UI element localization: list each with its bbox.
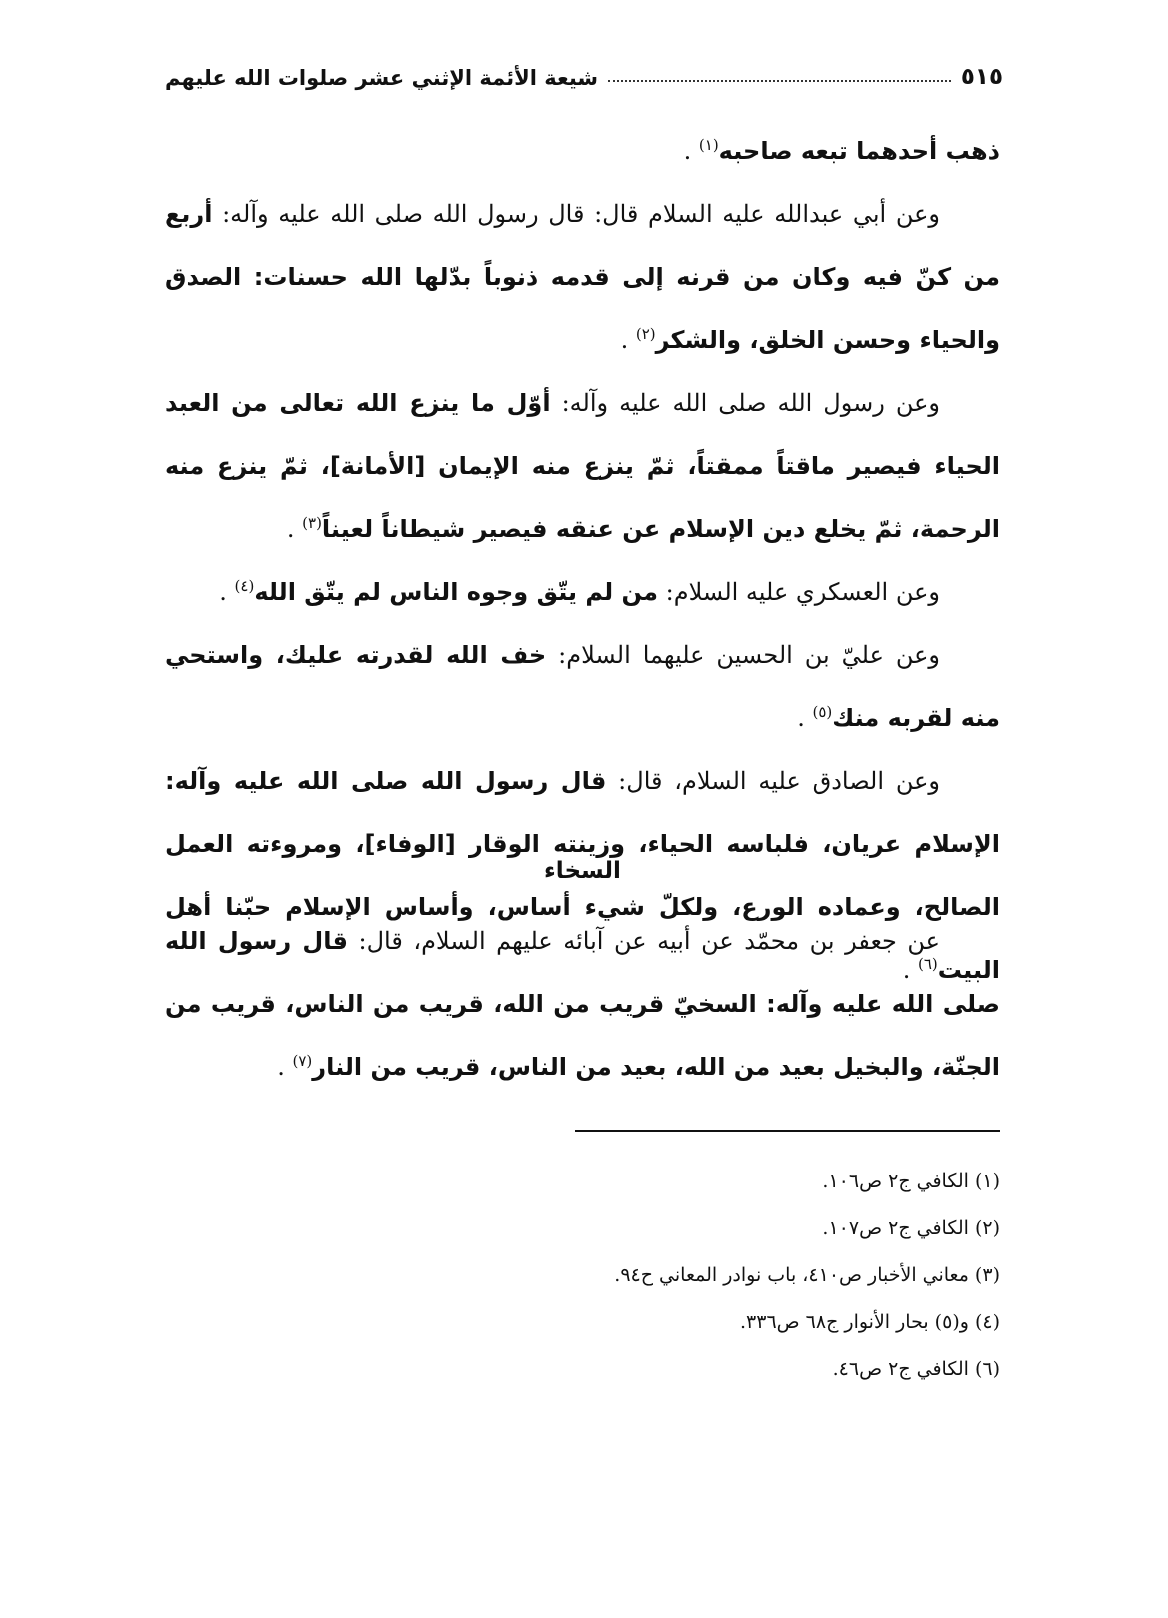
quote-text: خف الله لقدرته عليك، واستحي منه لقربه منك [165, 641, 1000, 732]
footnote-1: (١) الكافي ج٢ ص١٠٦. [822, 1170, 1000, 1192]
paragraph-end: . [219, 578, 235, 606]
footnote-2: (٢) الكافي ج٢ ص١٠٧. [822, 1217, 1000, 1239]
paragraph-intro: وعن العسكري عليه السلام: [658, 578, 940, 606]
footnote-ref: (٧) [292, 1052, 313, 1070]
section-heading: السخاء [544, 858, 621, 884]
paragraph-end: . [620, 326, 636, 354]
footnote-4: (٤) و(٥) بحار الأنوار ج٦٨ ص٣٣٦. [739, 1311, 1000, 1333]
paragraph-intro: وعن عليّ بن الحسين عليهما السلام: [546, 641, 940, 669]
quote-text: قال رسول الله صلى الله عليه وآله: السخيّ قريب من الله، قريب من الناس، قريب من الجنّة، والبخيل بعيد من الله، بعيد من الناس، قريب من النار [165, 927, 1000, 1081]
footnote-separator [575, 1130, 1000, 1132]
paragraph-1 [165, 120, 1000, 183]
paragraph-intro: وعن أبي عبدالله عليه السلام قال: قال رسول الله صلى الله عليه وآله: [212, 200, 941, 228]
paragraph-end: . [902, 956, 918, 984]
footnotes [165, 1158, 1000, 1393]
footnote-ref: (١) [698, 136, 719, 154]
footnote-3: (٣) معاني الأخبار ص٤١٠، باب نوادر المعاني ح٩٤. [614, 1264, 1000, 1286]
footnote-5: (٦) الكافي ج٢ ص٤٦. [832, 1358, 1000, 1380]
quote-text: أربع من كنّ فيه وكان من قرنه إلى قدمه ذنوباً بدّلها الله حسنات: الصدق والحياء وحسن الخلق، والشكر [165, 200, 1000, 354]
paragraph-intro: وعن رسول الله صلى الله عليه وآله: [550, 389, 940, 417]
paragraph-end: . [286, 515, 303, 543]
paragraph-end: . [797, 704, 813, 732]
paragraph-7 [165, 910, 1000, 1099]
paragraph-end: . [683, 137, 699, 165]
header-title: شيعة الأئمة الإثني عشر صلوات الله عليهم [165, 66, 599, 90]
paragraph-4 [165, 561, 1000, 624]
paragraph-2 [165, 183, 1000, 372]
paragraph-intro: وعن الصادق عليه السلام، قال: [606, 767, 940, 795]
header-leader-dots [608, 80, 951, 82]
quote-text: أوّل ما ينزع الله تعالى من العبد الحياء فيصير ماقتاً ممقتاً، ثمّ ينزع منه الإيمان [الأمانة]، ثمّ ينزع منه الرحمة، ثمّ يخلع دين الإسلام عن عنقه فيصير شيطاناً لعيناً [165, 389, 1000, 543]
footnote-ref: (٦) [917, 955, 938, 973]
quote-text: ذهب أحدهما تبعه صاحبه [718, 137, 1000, 165]
running-header [165, 42, 1003, 90]
footnote-ref: (٢) [635, 325, 656, 343]
section-text [165, 910, 1000, 1099]
paragraph-end: . [277, 1053, 293, 1081]
quote-text: قال رسول الله صلى الله عليه وآله: الإسلام عريان، فلباسه الحياء، وزينته الوقار [الوفاء]، ومروءته العمل الصالح، وعماده الورع، ولكلّ شيء أساس، وأساس الإسلام حبّنا أهل البيت [165, 767, 1000, 984]
footnote-ref: (٥) [812, 703, 833, 721]
quote-text: من لم يتّق وجوه الناس لم يتّق الله [254, 578, 659, 606]
footnote-ref: (٤) [234, 577, 255, 595]
footnote-ref: (٣) [302, 514, 322, 532]
paragraph-intro: عن جعفر بن محمّد عن أبيه عن آبائه عليهم السلام، قال: [347, 927, 940, 955]
paragraph-3 [165, 372, 1000, 561]
page-number: ٥١٥ [960, 64, 1003, 90]
paragraph-5 [165, 624, 1000, 750]
